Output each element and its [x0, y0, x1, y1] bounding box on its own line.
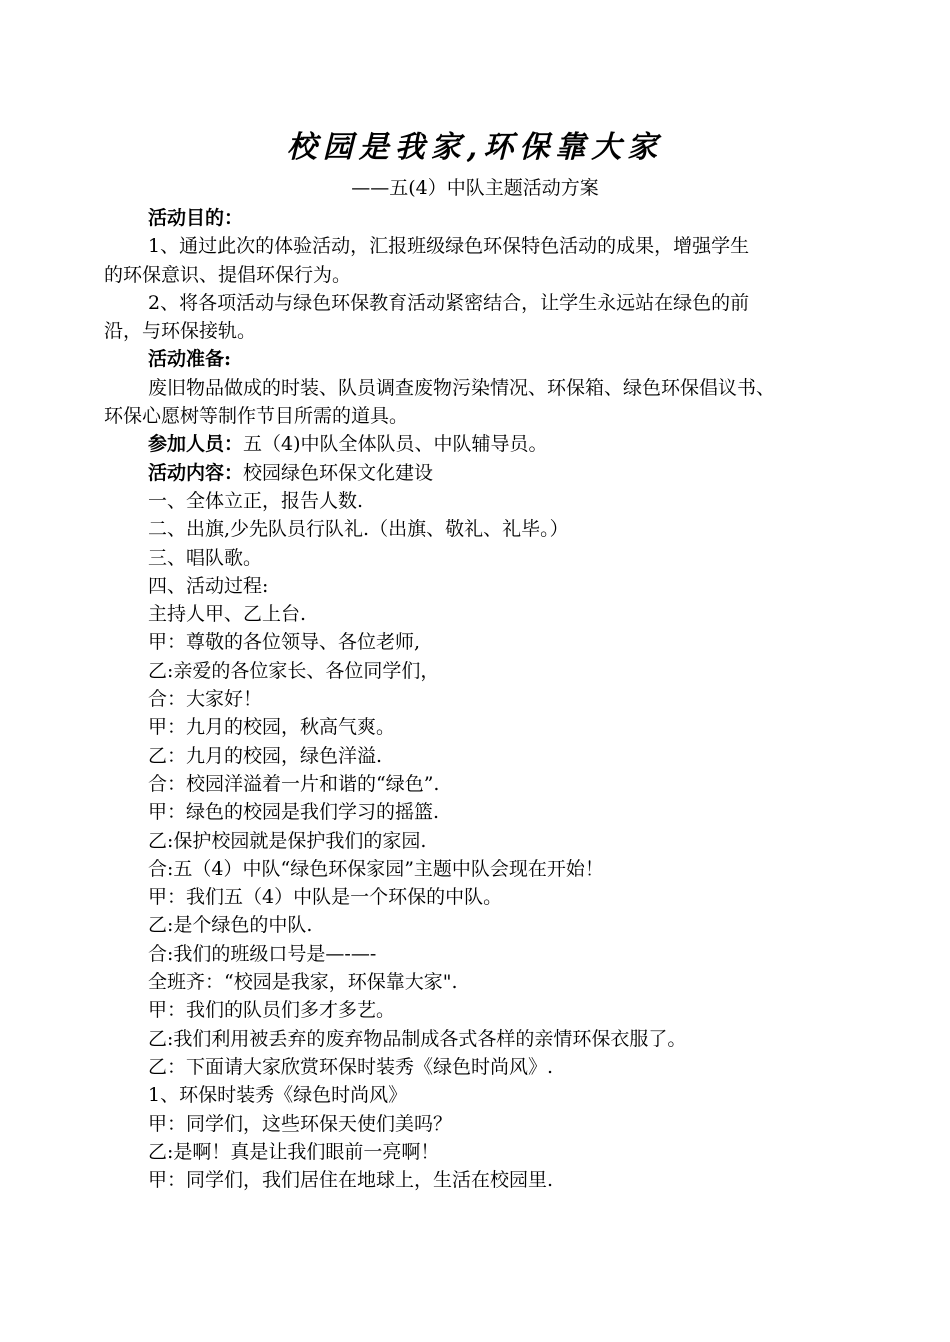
line-text: 主持人甲、乙上台.: [148, 603, 307, 626]
paragraph-line: [104, 685, 864, 713]
paragraph-line: [104, 827, 864, 855]
line-text: 五（4)中队全体队员、中队辅导员。: [243, 433, 548, 456]
paragraph-line: [104, 1081, 864, 1109]
line-text: 四、活动过程:: [148, 574, 269, 597]
paragraph-line: [104, 657, 864, 685]
line-text: 1、环保时装秀《绿色时尚风》: [148, 1084, 408, 1107]
paragraph-line: [104, 204, 864, 232]
line-text: 校园绿色环保文化建设: [243, 461, 434, 484]
paragraph-line: [104, 345, 864, 373]
paragraph-line: [104, 374, 864, 402]
paragraph-line: [104, 459, 864, 487]
paragraph-line: [104, 232, 864, 260]
paragraph-line: [104, 261, 864, 289]
line-text: 甲：我们的队员们多才多艺。: [148, 999, 396, 1022]
line-text: 合：校园洋溢着一片和谐的“绿色”.: [148, 772, 440, 795]
line-text: 二、出旗,少先队员行队礼.（出旗、敬礼、礼毕。）: [148, 518, 569, 541]
paragraph-line: [104, 515, 864, 543]
paragraph-line: [104, 572, 864, 600]
paragraph-line: [104, 628, 864, 656]
line-text: 乙：下面请大家欣赏环保时装秀《绿色时尚风》.: [148, 1055, 554, 1078]
paragraph-line: [104, 742, 864, 770]
line-text: 乙：九月的校园，绿色洋溢.: [148, 744, 383, 767]
line-text: 三、唱队歌。: [148, 546, 263, 569]
line-text: 乙:我们利用被丢弃的废弃物品制成各式各样的亲情环保衣服了。: [148, 1027, 687, 1050]
document-subtitle: ——五(4）中队主题活动方案: [351, 177, 599, 199]
document-body: [104, 204, 864, 1194]
line-text: 2、将各项活动与绿色环保教育活动紧密结合，让学生永远站在绿色的前: [148, 291, 750, 314]
line-text: 一、全体立正，报告人数.: [148, 489, 364, 512]
paragraph-line: [104, 855, 864, 883]
line-text: 合：大家好！: [148, 688, 263, 711]
line-text: 甲：尊敬的各位领导、各位老师,: [148, 631, 421, 654]
paragraph-line: [104, 770, 864, 798]
paragraph-line: [104, 940, 864, 968]
line-text: 合:我们的班级口号是—-—-: [148, 942, 377, 965]
section-heading: 活动目的：: [148, 207, 244, 229]
paragraph-line: [104, 1025, 864, 1053]
line-text: 沿，与环保接轨。: [104, 320, 257, 343]
line-text: 乙:是啊！真是让我们眼前一亮啊！: [148, 1140, 440, 1163]
paragraph-line: [104, 1110, 864, 1138]
line-text: 甲：绿色的校园是我们学习的摇篮.: [148, 801, 440, 824]
paragraph-line: [104, 317, 864, 345]
line-text: 乙:保护校园就是保护我们的家园.: [148, 829, 427, 852]
line-text: 甲：我们五（4）中队是一个环保的中队。: [148, 886, 503, 909]
paragraph-line: [104, 968, 864, 996]
line-text: 全班齐：“校园是我家，环保靠大家".: [148, 971, 458, 994]
line-text: 的环保意识、提倡环保行为。: [104, 263, 352, 286]
line-text: 乙:亲爱的各位家长、各位同学们，: [148, 659, 440, 682]
line-text: 废旧物品做成的时装、队员调查废物污染情况、环保箱、绿色环保倡议书、: [148, 376, 776, 399]
paragraph-line: [104, 911, 864, 939]
line-text: 环保心愿树等制作节目所需的道具。: [104, 405, 409, 428]
line-text: 1、通过此次的体验活动，汇报班级绿色环保特色活动的成果，增强学生: [148, 235, 750, 258]
paragraph-line: [104, 883, 864, 911]
paragraph-line: [104, 600, 864, 628]
paragraph-line: [104, 430, 864, 458]
line-text: 甲：九月的校园，秋高气爽。: [148, 716, 396, 739]
paragraph-line: [104, 1053, 864, 1081]
paragraph-line: [104, 544, 864, 572]
paragraph-line: [104, 798, 864, 826]
section-heading: 活动准备:: [148, 348, 232, 371]
paragraph-line: [104, 289, 864, 317]
line-text: 甲：同学们，这些环保天使们美吗？: [148, 1112, 453, 1135]
paragraph-line: [104, 1138, 864, 1166]
paragraph-line: [104, 996, 864, 1024]
paragraph-line: [104, 487, 864, 515]
paragraph-line: [104, 1166, 864, 1194]
line-text: 甲：同学们，我们居住在地球上，生活在校园里.: [148, 1169, 554, 1192]
section-heading: 参加人员：: [148, 433, 244, 456]
paragraph-line: [104, 402, 864, 430]
line-text: 合:五（4）中队“绿色环保家园”主题中队会现在开始！: [148, 857, 604, 880]
document-title: 校园是我家,环保靠大家: [286, 130, 664, 165]
paragraph-line: [104, 713, 864, 741]
section-heading: 活动内容：: [148, 461, 244, 484]
line-text: 乙:是个绿色的中队.: [148, 914, 313, 937]
